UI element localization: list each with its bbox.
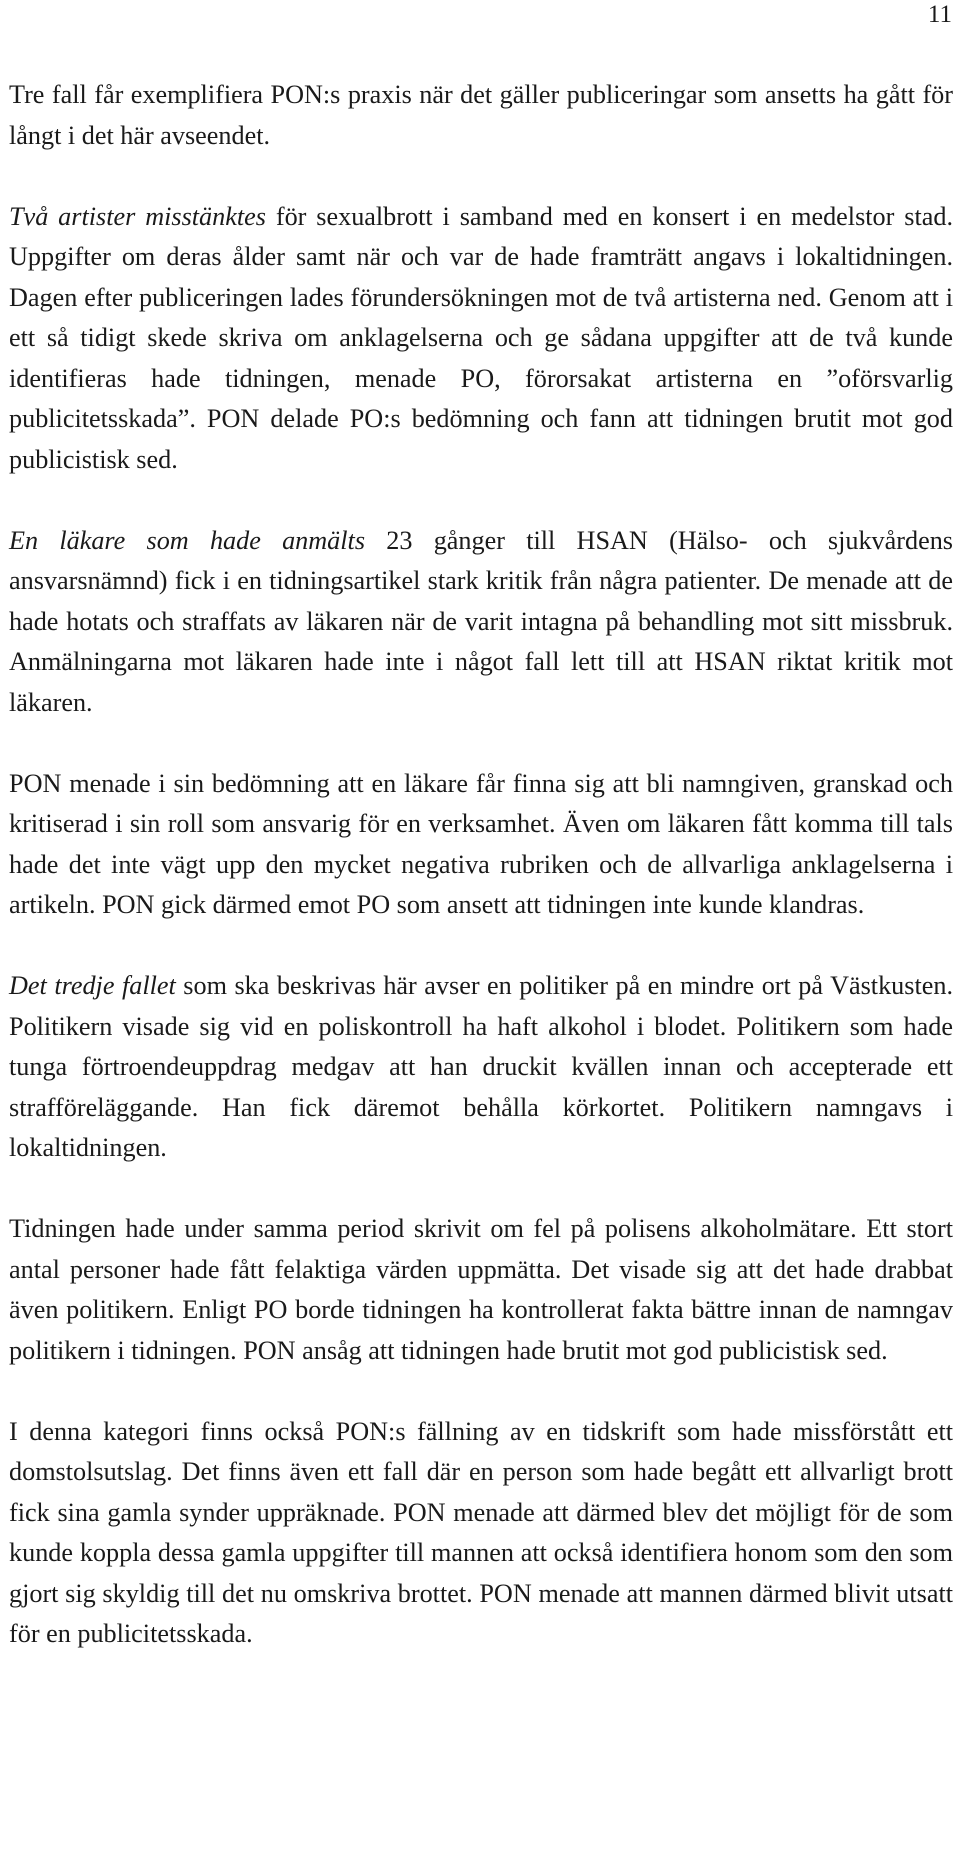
paragraph-doctor-assessment [9,764,953,926]
case-lead: Det tredje fallet [9,971,176,1000]
case-lead: Två artister misstänktes [9,201,266,231]
paragraph-text: Tre fall får exemplifiera PON:s praxis när det gäller publiceringar som ansetts ha gått för långt i det här avseendet. [9,80,953,150]
paragraph-case-artists [9,197,953,481]
paragraph-text: PON menade i sin bedömning att en läkare får finna sig att bli namngiven, granskad och kritiserad i sin roll som ansvarig för en verksamhet. Även om läkaren fått komma till tals hade det inte vägt upp den mycket negativa rubriken och de allvarliga anklagelserna i artikeln. PON gick därmed emot PO som ansett att tidningen inte kunde klandras. [9,768,953,919]
paragraph-text: som ska beskrivas här avser en politiker på en mindre ort på Västkusten. Politikern visade sig vid en poliskontroll ha haft alkohol i blodet. Politikern som hade tunga förtroendeuppdrag medgav att han druckit kvällen innan och accepterade ett strafföreläggande. Han fick däremot behålla körkortet. Politikern namngavs i lokaltidningen. [9,971,953,1162]
paragraph-text: 23 gånger till HSAN (Hälso- och sjukvårdens ansvarsnämnd) fick i en tidningsartikel stark kritik från några patienter. De menade att de hade hotats och straffats av läkaren när de varit intagna på behandling mot sitt missbruk. Anmälningarna mot läkaren hade inte i något fall lett till att HSAN riktat kritik mot läkaren. [9,525,954,717]
paragraph-politician-assessment [9,1209,953,1371]
paragraph-case-politician [9,966,953,1169]
paragraph-text: för sexualbrott i samband med en konsert i en medelstor stad. Uppgifter om deras ålder samt när och var de hade framträtt angavs i lokaltidningen. Dagen efter publiceringen lades förundersökningen mot de två artisterna ned. Genom att i ett så tidigt skede skriva om anklagelserna och ge sådana uppgifter att de två kunde identifieras hade tidningen, menade PO, förorsakat artisterna en ”oförsvarlig publicitetsskada”. PON delade PO:s bedömning och fann att tidningen brutit mot god publicistisk sed. [9,201,953,474]
paragraph-intro [9,75,953,156]
case-lead: En läkare som hade anmälts [9,525,366,555]
document-body [9,75,953,1655]
paragraph-text: I denna kategori finns också PON:s fällning av en tidskrift som hade missförstått ett domstolsutslag. Det finns även ett fall där en person som hade begått ett allvarligt brott fick sina gamla synder uppräknade. PON menade att därmed blev det möjligt för de som kunde koppla dessa gamla uppgifter till mannen att också identifiera honom som den som gjort sig skyldig till det nu omskriva brottet. PON menade att mannen därmed blivit utsatt för en publicitetsskada. [9,1416,953,1648]
paragraph-case-doctor [9,521,953,724]
paragraph-category-summary [9,1412,953,1655]
paragraph-text: Tidningen hade under samma period skrivit om fel på polisens alkoholmätare. Ett stort antal personer hade fått felaktiga värden uppmätta. Det visade sig att det hade drabbat även politikern. Enligt PO borde tidningen ha kontrollerat fakta bättre innan de namngav politikern i tidningen. PON ansåg att tidningen hade brutit mot god publicistisk sed. [9,1214,953,1365]
page-number: 11 [927,1,952,28]
